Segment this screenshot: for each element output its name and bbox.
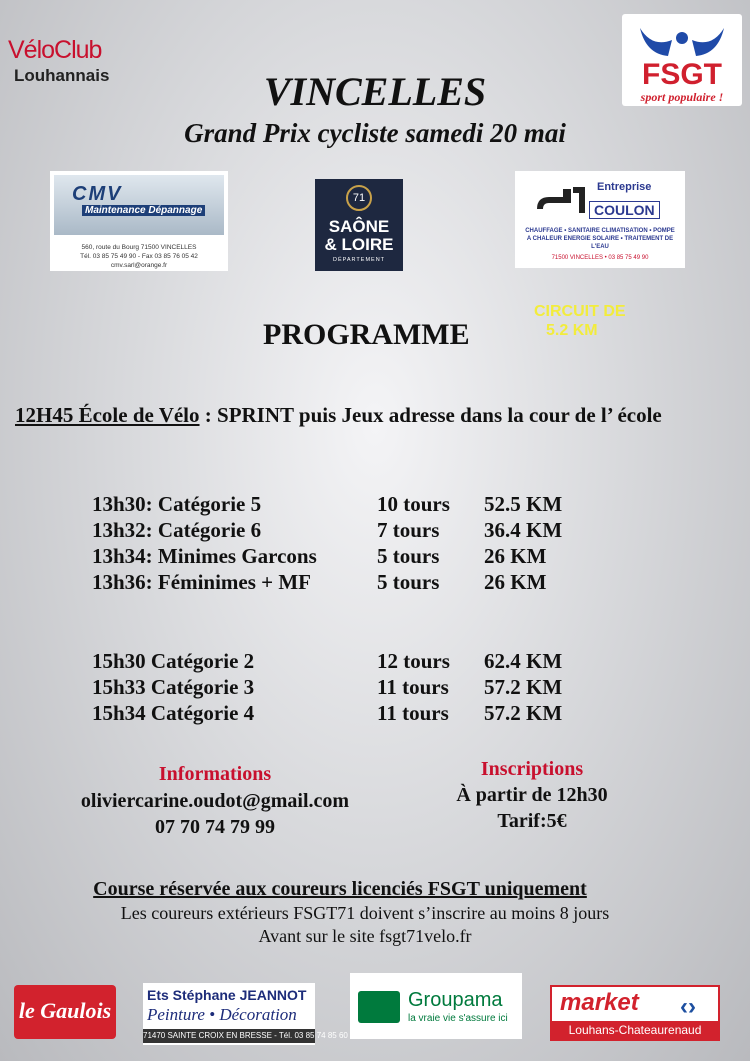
race-time: 15h30 Catégorie 2	[92, 649, 255, 673]
inscriptions-start: À partir de 12h30	[456, 784, 608, 806]
sponsor-groupama	[350, 973, 522, 1039]
coulon-services: CHAUFFAGE • SANITAIRE CLIMATISATION • POMPE A CHALEUR ENERGIE SOLAIRE • TRAITEMENT DE L'EAU	[525, 228, 675, 250]
race-tours: 12 tours	[377, 649, 450, 673]
fsgt-hands-icon	[632, 18, 732, 58]
cmv-phone: Tél. 03 85 75 49 90 - Fax 03 85 76 05 42	[80, 253, 198, 260]
cmv-email: cmv.sarl@orange.fr	[110, 262, 168, 269]
sponsor-coulon	[515, 171, 685, 268]
race-time: 15h33 Catégorie 3	[92, 675, 255, 699]
velo-club-logo-line2: Louhannais	[14, 66, 110, 85]
sponsor-carrefour-market	[550, 985, 720, 1041]
fsgt-logo-text: FSGT	[642, 58, 722, 91]
plumbing-icon	[533, 179, 588, 221]
cmv-address: 560, route du Bourg 71500 VINCELLES	[81, 244, 197, 251]
race-tours: 11 tours	[377, 675, 449, 699]
registration-note-1: Les coureurs extérieurs FSGT71 doivent s’inscrire au moins 8 jours	[120, 903, 610, 923]
race-distance: 26 KM	[484, 570, 547, 594]
ecole-text: : SPRINT puis Jeux adresse dans la cour de l’ école	[199, 403, 662, 427]
circuit-line1: CIRCUIT DE	[534, 303, 626, 320]
jeannot-activity: Peinture • Décoration	[147, 1005, 297, 1024]
coulon-name: COULON	[589, 201, 660, 219]
saone-line1: SAÔNE	[328, 217, 390, 236]
sponsor-cmv	[50, 171, 228, 271]
circuit-line2: 5.2 KM	[546, 322, 598, 339]
race-distance: 26 KM	[484, 544, 547, 568]
ecole-de-velo	[15, 403, 662, 428]
carrefour-logo-icon: ‹›	[680, 993, 696, 1020]
market-location: Louhans-Chateaurenaud	[552, 1021, 718, 1039]
page-title: VINCELLES	[263, 69, 487, 114]
informations-heading: Informations	[158, 763, 272, 785]
race-distance: 62.4 KM	[484, 649, 563, 673]
ecole-label: 12H45 École de Vélo	[15, 403, 200, 427]
sponsor-le-gaulois	[14, 985, 116, 1039]
saone-line3: DÉPARTEMENT	[332, 257, 386, 263]
race-time: 13h32: Catégorie 6	[92, 518, 262, 542]
coulon-phone: 71500 VINCELLES • 03 85 75 49 90	[551, 255, 649, 261]
cmv-subtitle: Maintenance Dépannage	[82, 205, 205, 216]
velo-club-logo-line1: VéloClub	[8, 36, 102, 64]
saone-line2: & LOIRE	[324, 235, 394, 254]
page-subtitle: Grand Prix cycliste samedi 20 mai	[184, 118, 566, 148]
programme-heading: PROGRAMME	[263, 318, 470, 351]
inscriptions-heading: Inscriptions	[480, 758, 584, 780]
race-time: 13h36: Féminimes + MF	[92, 570, 312, 594]
groupama-logo-icon	[358, 991, 400, 1023]
cmv-banner	[54, 175, 224, 235]
cmv-name: CMV	[72, 183, 123, 205]
sponsor-jeannot	[143, 983, 348, 1045]
race-tours: 11 tours	[377, 701, 449, 725]
saone-number: 71	[346, 185, 372, 211]
coulon-entreprise: Entreprise	[597, 181, 652, 193]
race-distance: 52.5 KM	[484, 492, 563, 516]
sponsor-saone-et-loire	[315, 179, 403, 271]
market-name: market	[560, 989, 639, 1016]
groupama-slogan: la vraie vie s'assure ici	[408, 1013, 508, 1024]
course-restriction: Course réservée aux coureurs licenciés FSGT uniquement	[93, 878, 587, 900]
race-time: 13h34: Minimes Garcons	[92, 544, 317, 568]
cmv-contact	[50, 243, 228, 270]
race-distance: 57.2 KM	[484, 675, 563, 699]
race-tours: 5 tours	[377, 544, 440, 568]
registration-note-2: Avant sur le site fsgt71velo.fr	[258, 926, 472, 946]
gaulois-logo-text: le Gaulois	[18, 998, 112, 1023]
inscriptions-tarif: Tarif:5€	[497, 810, 567, 832]
race-time: 15h34 Catégorie 4	[92, 701, 255, 725]
race-tours: 5 tours	[377, 570, 440, 594]
race-tours: 7 tours	[377, 518, 440, 542]
race-distance: 57.2 KM	[484, 701, 563, 725]
race-tours: 10 tours	[377, 492, 450, 516]
groupama-name: Groupama	[408, 989, 503, 1011]
contact-email: oliviercarine.oudot@gmail.com	[80, 790, 350, 812]
circuit-label	[534, 302, 664, 340]
race-time: 13h30: Catégorie 5	[92, 492, 262, 516]
contact-phone: 07 70 74 79 99	[155, 816, 275, 838]
jeannot-name: Ets Stéphane JEANNOT	[147, 987, 307, 1003]
race-distance: 36.4 KM	[484, 518, 563, 542]
fsgt-slogan: sport populaire !	[640, 90, 724, 104]
jeannot-address: 71470 SAINTE CROIX EN BRESSE - Tél. 03 85 74 85 60	[143, 1029, 315, 1043]
